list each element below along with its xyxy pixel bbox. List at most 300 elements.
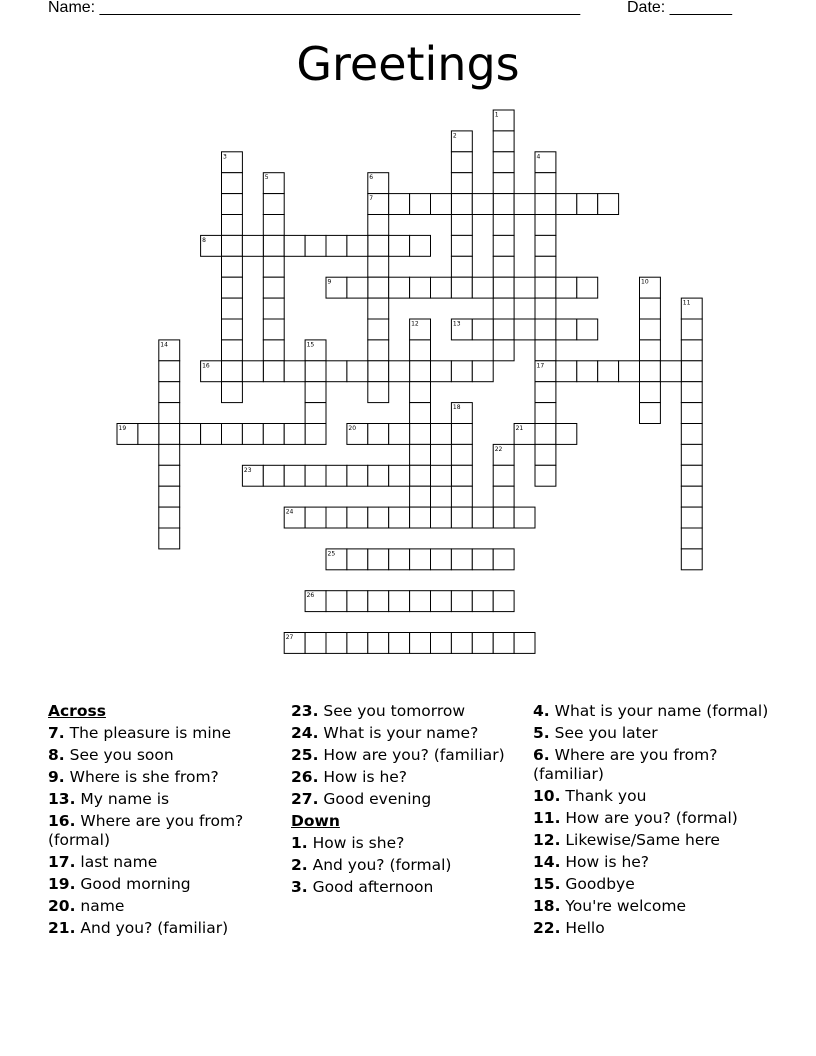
grid-cell[interactable]	[535, 319, 556, 340]
grid-cell[interactable]	[431, 277, 452, 298]
grid-cell[interactable]	[493, 633, 514, 654]
cell-number: 26	[306, 592, 315, 600]
clue-across-13	[48, 790, 284, 809]
clue-down-11	[533, 809, 769, 828]
grid-cell[interactable]	[451, 277, 472, 298]
grid-cell[interactable]	[493, 486, 514, 507]
clue-number: 7.	[48, 724, 65, 742]
grid-cell[interactable]	[368, 633, 389, 654]
grid-cell[interactable]	[451, 424, 472, 445]
grid-cell[interactable]	[556, 424, 577, 445]
grid-cell[interactable]	[640, 340, 661, 361]
down-clue-list	[291, 834, 527, 897]
cell-number: 12	[411, 320, 419, 328]
grid-cell[interactable]	[410, 194, 431, 215]
clue-across-9	[48, 768, 284, 787]
cell-number: 4	[536, 153, 541, 161]
grid-cell[interactable]	[535, 235, 556, 256]
grid-cell[interactable]	[159, 507, 180, 528]
page-title: Greetings	[296, 37, 520, 91]
grid-cell[interactable]	[410, 403, 431, 424]
grid-cell[interactable]	[222, 256, 243, 277]
grid-cell[interactable]	[451, 444, 472, 465]
clue-down-3	[291, 878, 527, 897]
clue-across-20	[48, 897, 284, 916]
grid-cell[interactable]	[451, 235, 472, 256]
grid-cell[interactable]	[598, 361, 619, 382]
clue-text: And you? (formal)	[307, 856, 452, 874]
clue-number: 23.	[291, 702, 319, 720]
grid-cell[interactable]	[535, 194, 556, 215]
grid-cell[interactable]	[389, 507, 410, 528]
grid-cell[interactable]	[305, 361, 326, 382]
across-clue-list-continued	[291, 702, 527, 809]
grid-cell[interactable]	[410, 591, 431, 612]
clue-text: What is your name (formal)	[549, 702, 769, 720]
grid-cell[interactable]	[159, 465, 180, 486]
grid-cell[interactable]	[451, 256, 472, 277]
grid-cell[interactable]	[640, 403, 661, 424]
grid-cell[interactable]	[451, 486, 472, 507]
grid-cell[interactable]	[159, 528, 180, 549]
grid-cell[interactable]	[326, 591, 347, 612]
grid-cell[interactable]	[222, 361, 243, 382]
grid-cell[interactable]	[451, 549, 472, 570]
grid-cell[interactable]	[681, 528, 702, 549]
grid-cell[interactable]	[222, 277, 243, 298]
grid-cell[interactable]	[347, 549, 368, 570]
clue-number: 4.	[533, 702, 550, 720]
clue-text: How is she?	[307, 834, 405, 852]
grid-cell[interactable]	[681, 465, 702, 486]
grid-cell[interactable]	[410, 235, 431, 256]
grid-cell[interactable]	[159, 361, 180, 382]
grid-cell[interactable]	[451, 215, 472, 236]
grid-cell[interactable]	[472, 633, 493, 654]
clue-across-19	[48, 875, 284, 894]
cell-number: 18	[452, 404, 461, 412]
grid-cell[interactable]	[389, 361, 410, 382]
grid-cell[interactable]	[451, 361, 472, 382]
grid-cell[interactable]	[640, 382, 661, 403]
grid-cell[interactable]	[347, 591, 368, 612]
clue-number: 25.	[291, 746, 319, 764]
grid-cell[interactable]	[514, 633, 535, 654]
grid-cell[interactable]	[159, 486, 180, 507]
grid-cell[interactable]	[242, 424, 263, 445]
grid-cell[interactable]	[347, 361, 368, 382]
grid-cell[interactable]	[431, 591, 452, 612]
grid-cell[interactable]	[347, 507, 368, 528]
grid-cell[interactable]	[368, 340, 389, 361]
grid-cell[interactable]	[222, 194, 243, 215]
grid-cell[interactable]	[410, 277, 431, 298]
grid-cell[interactable]	[263, 319, 284, 340]
grid-cell[interactable]	[535, 424, 556, 445]
grid-cell[interactable]	[159, 382, 180, 403]
cell-number: 11	[682, 299, 691, 307]
grid-cell[interactable]	[535, 382, 556, 403]
grid-cell[interactable]	[577, 277, 598, 298]
grid-cell[interactable]	[472, 507, 493, 528]
grid-cell[interactable]	[535, 465, 556, 486]
clue-number: 18.	[533, 897, 561, 915]
clue-text: My name is	[75, 790, 170, 808]
grid-cell[interactable]	[556, 194, 577, 215]
grid-cell[interactable]	[263, 194, 284, 215]
grid-cell[interactable]	[535, 173, 556, 194]
grid-cell[interactable]	[681, 507, 702, 528]
clue-text: name	[75, 897, 125, 915]
grid-cell[interactable]	[368, 235, 389, 256]
cell-number: 22	[494, 445, 503, 453]
clue-number: 26.	[291, 768, 319, 786]
cell-number: 14	[160, 341, 168, 349]
grid-cell[interactable]	[242, 361, 263, 382]
grid-cell[interactable]	[577, 361, 598, 382]
grid-cell[interactable]	[347, 235, 368, 256]
cell-number: 13	[452, 320, 461, 328]
cell-number: 1	[494, 111, 499, 119]
grid-cell[interactable]	[598, 194, 619, 215]
grid-cell[interactable]	[389, 591, 410, 612]
grid-cell[interactable]	[556, 361, 577, 382]
grid-cell[interactable]	[514, 194, 535, 215]
grid-cell[interactable]	[493, 319, 514, 340]
grid-cell[interactable]	[493, 235, 514, 256]
grid-cell[interactable]	[263, 340, 284, 361]
grid-cell[interactable]	[222, 382, 243, 403]
grid-cell[interactable]	[368, 319, 389, 340]
grid-cell[interactable]	[368, 507, 389, 528]
grid-cell[interactable]	[431, 549, 452, 570]
cell-number: 5	[264, 174, 269, 182]
clue-down-2	[291, 856, 527, 875]
grid-cell[interactable]	[493, 340, 514, 361]
clue-across-7	[48, 724, 284, 743]
clue-across-23	[291, 702, 527, 721]
clue-number: 22.	[533, 919, 561, 937]
clue-down-6	[533, 746, 769, 784]
grid-cell[interactable]	[305, 235, 326, 256]
grid-cell[interactable]	[472, 319, 493, 340]
grid-cell[interactable]	[410, 486, 431, 507]
grid-cell[interactable]	[368, 215, 389, 236]
grid-cell[interactable]	[535, 444, 556, 465]
cell-number: 8	[202, 236, 206, 244]
grid-cell[interactable]	[493, 549, 514, 570]
grid-cell[interactable]	[263, 465, 284, 486]
clue-across-16	[48, 812, 284, 850]
grid-cell[interactable]	[263, 235, 284, 256]
grid-cell[interactable]	[159, 444, 180, 465]
cell-number: 23	[243, 466, 252, 474]
clue-text: last name	[75, 853, 158, 871]
cell-number: 19	[118, 425, 127, 432]
clue-across-24	[291, 724, 527, 743]
cell-number: 6	[369, 174, 374, 182]
grid-cell[interactable]	[681, 319, 702, 340]
clue-number: 14.	[533, 853, 561, 871]
grid-cell[interactable]	[284, 361, 305, 382]
grid-cell[interactable]	[535, 215, 556, 236]
grid-cell[interactable]	[326, 633, 347, 654]
grid-cell[interactable]	[472, 361, 493, 382]
grid-cell[interactable]	[535, 256, 556, 277]
grid-cell[interactable]	[535, 298, 556, 319]
grid-cell[interactable]	[368, 424, 389, 445]
grid-cell[interactable]	[660, 361, 681, 382]
grid-cell[interactable]	[410, 549, 431, 570]
down-clue-list-continued	[533, 702, 769, 938]
grid-cell[interactable]	[493, 298, 514, 319]
clue-across-21	[48, 919, 284, 938]
grid-cell[interactable]	[347, 633, 368, 654]
clue-number: 6.	[533, 746, 550, 764]
grid-cell[interactable]	[535, 403, 556, 424]
grid-cell[interactable]	[493, 215, 514, 236]
grid-cell[interactable]	[263, 215, 284, 236]
grid-cell[interactable]	[389, 549, 410, 570]
grid-cell[interactable]	[472, 277, 493, 298]
grid-cell[interactable]	[305, 382, 326, 403]
grid-cell[interactable]	[472, 549, 493, 570]
grid-cell[interactable]	[305, 507, 326, 528]
grid-cell[interactable]	[410, 382, 431, 403]
grid-cell[interactable]	[284, 465, 305, 486]
clue-down-18	[533, 897, 769, 916]
clue-text: See you tomorrow	[318, 702, 466, 720]
grid-cell[interactable]	[493, 591, 514, 612]
grid-cell[interactable]	[619, 361, 640, 382]
grid-cell[interactable]	[451, 591, 472, 612]
grid-cell[interactable]	[431, 194, 452, 215]
grid-cell[interactable]	[326, 361, 347, 382]
cell-number: 16	[202, 362, 210, 370]
grid-cell[interactable]	[368, 465, 389, 486]
grid-cell[interactable]	[347, 277, 368, 298]
grid-cell[interactable]	[556, 319, 577, 340]
grid-cell[interactable]	[681, 549, 702, 570]
clue-down-10	[533, 787, 769, 806]
grid-cell[interactable]	[681, 444, 702, 465]
grid-cell[interactable]	[284, 235, 305, 256]
grid-cell[interactable]	[410, 465, 431, 486]
clue-text: And you? (familiar)	[75, 919, 229, 937]
clue-down-14	[533, 853, 769, 872]
clues-column-3	[533, 702, 769, 941]
grid-cell[interactable]	[431, 424, 452, 445]
cell-number: 3	[223, 153, 227, 161]
clue-text: Where is she from?	[64, 768, 219, 786]
grid-cell[interactable]	[493, 131, 514, 152]
grid-cell[interactable]	[180, 424, 201, 445]
clue-number: 13.	[48, 790, 76, 808]
grid-cell[interactable]	[305, 424, 326, 445]
grid-cell[interactable]	[535, 340, 556, 361]
cell-number: 7	[369, 195, 374, 203]
grid-cell[interactable]	[305, 633, 326, 654]
cell-number: 24	[285, 508, 294, 516]
grid-cell[interactable]	[368, 298, 389, 319]
grid-cell[interactable]	[222, 340, 243, 361]
date-field-label[interactable]: Date: _______	[627, 0, 732, 16]
grid-cell[interactable]	[451, 194, 472, 215]
cell-number: 10	[641, 278, 649, 286]
grid-cell[interactable]	[222, 173, 243, 194]
grid-cell[interactable]	[138, 424, 159, 445]
clue-across-8	[48, 746, 284, 765]
grid-cell[interactable]	[389, 465, 410, 486]
grid-cell[interactable]	[326, 465, 347, 486]
clue-number: 21.	[48, 919, 76, 937]
cell-number: 27	[285, 634, 294, 641]
grid-cell[interactable]	[493, 507, 514, 528]
grid-cell[interactable]	[493, 277, 514, 298]
grid-cell[interactable]	[410, 444, 431, 465]
grid-cell[interactable]	[263, 256, 284, 277]
grid-cell[interactable]	[493, 152, 514, 173]
grid-cell[interactable]	[681, 403, 702, 424]
grid-cell[interactable]	[368, 361, 389, 382]
grid-cell[interactable]	[305, 403, 326, 424]
clue-number: 20.	[48, 897, 76, 915]
grid-cell[interactable]	[535, 277, 556, 298]
clue-text: You're welcome	[560, 897, 687, 915]
grid-cell[interactable]	[410, 424, 431, 445]
clue-text: Thank you	[560, 787, 647, 805]
grid-cell[interactable]	[493, 256, 514, 277]
clue-number: 19.	[48, 875, 76, 893]
clue-text: See you later	[549, 724, 658, 742]
clues-column-1	[48, 702, 284, 941]
clue-number: 15.	[533, 875, 561, 893]
grid-cell[interactable]	[681, 382, 702, 403]
grid-cell[interactable]	[389, 194, 410, 215]
grid-cell[interactable]	[222, 215, 243, 236]
clue-across-17	[48, 853, 284, 872]
clue-number: 1.	[291, 834, 308, 852]
grid-cell[interactable]	[431, 465, 452, 486]
grid-cell[interactable]	[493, 194, 514, 215]
grid-cell[interactable]	[493, 173, 514, 194]
grid-cell[interactable]	[201, 424, 222, 445]
clue-text: What is your name?	[318, 724, 479, 742]
grid-cell[interactable]	[640, 361, 661, 382]
clue-number: 11.	[533, 809, 561, 827]
grid-cell[interactable]	[640, 298, 661, 319]
across-heading: Across	[48, 702, 106, 720]
grid-cell[interactable]	[263, 277, 284, 298]
grid-cell[interactable]	[368, 382, 389, 403]
grid-cell[interactable]	[326, 507, 347, 528]
grid-cell[interactable]	[263, 424, 284, 445]
grid-cell[interactable]	[389, 235, 410, 256]
grid-cell[interactable]	[410, 507, 431, 528]
grid-cell[interactable]	[451, 152, 472, 173]
clue-number: 10.	[533, 787, 561, 805]
grid-cell[interactable]	[640, 319, 661, 340]
clue-text: Good morning	[75, 875, 191, 893]
name-field-label[interactable]: Name: ______________________________________________________	[48, 0, 581, 16]
grid-cell[interactable]	[263, 361, 284, 382]
grid-cell[interactable]	[159, 424, 180, 445]
grid-cell[interactable]	[159, 403, 180, 424]
grid-cell[interactable]	[556, 277, 577, 298]
grid-cell[interactable]	[242, 235, 263, 256]
grid-cell[interactable]	[222, 298, 243, 319]
grid-cell[interactable]	[389, 633, 410, 654]
grid-cell[interactable]	[514, 319, 535, 340]
grid-cell[interactable]	[410, 633, 431, 654]
clue-number: 27.	[291, 790, 319, 808]
clue-text: Good afternoon	[307, 878, 434, 896]
grid-cell[interactable]	[222, 235, 243, 256]
clue-number: 17.	[48, 853, 76, 871]
grid-cell[interactable]	[681, 361, 702, 382]
clue-down-12	[533, 831, 769, 850]
clue-text: How are you? (familiar)	[318, 746, 505, 764]
clue-number: 2.	[291, 856, 308, 874]
clue-number: 16.	[48, 812, 76, 830]
grid-cell[interactable]	[451, 465, 472, 486]
grid-cell[interactable]	[368, 591, 389, 612]
grid-cell[interactable]	[681, 340, 702, 361]
grid-cell[interactable]	[681, 424, 702, 445]
grid-cell[interactable]	[222, 424, 243, 445]
grid-cell[interactable]	[368, 277, 389, 298]
grid-cell[interactable]	[389, 424, 410, 445]
grid-cell[interactable]	[493, 465, 514, 486]
clue-text: How is he?	[318, 768, 408, 786]
clues-column-2	[291, 702, 527, 900]
grid-cell[interactable]	[347, 465, 368, 486]
grid-cell[interactable]	[472, 591, 493, 612]
grid-cell[interactable]	[577, 194, 598, 215]
clue-number: 24.	[291, 724, 319, 742]
grid-cell[interactable]	[410, 361, 431, 382]
clue-down-15	[533, 875, 769, 894]
grid-cell[interactable]	[431, 633, 452, 654]
grid-cell[interactable]	[284, 424, 305, 445]
grid-cell[interactable]	[451, 507, 472, 528]
grid-cell[interactable]	[431, 361, 452, 382]
clue-number: 12.	[533, 831, 561, 849]
grid-cell[interactable]	[410, 340, 431, 361]
clue-text: Hello	[560, 919, 605, 937]
grid-cell[interactable]	[368, 256, 389, 277]
grid-cell[interactable]	[368, 549, 389, 570]
grid-cell[interactable]	[451, 173, 472, 194]
clue-number: 8.	[48, 746, 65, 764]
grid-cell[interactable]	[222, 319, 243, 340]
cell-number: 2	[452, 132, 457, 140]
grid-cell[interactable]	[472, 194, 493, 215]
clue-number: 9.	[48, 768, 65, 786]
grid-cell[interactable]	[431, 507, 452, 528]
grid-cell[interactable]	[577, 319, 598, 340]
grid-cell[interactable]	[305, 465, 326, 486]
grid-cell[interactable]	[263, 298, 284, 319]
grid-cell[interactable]	[389, 277, 410, 298]
grid-cell[interactable]	[514, 277, 535, 298]
grid-cell[interactable]	[514, 507, 535, 528]
grid-cell[interactable]	[326, 235, 347, 256]
grid-cell[interactable]	[681, 486, 702, 507]
grid-cell[interactable]	[451, 633, 472, 654]
clue-text: Likewise/Same here	[560, 831, 720, 849]
clue-text: The pleasure is mine	[64, 724, 232, 742]
